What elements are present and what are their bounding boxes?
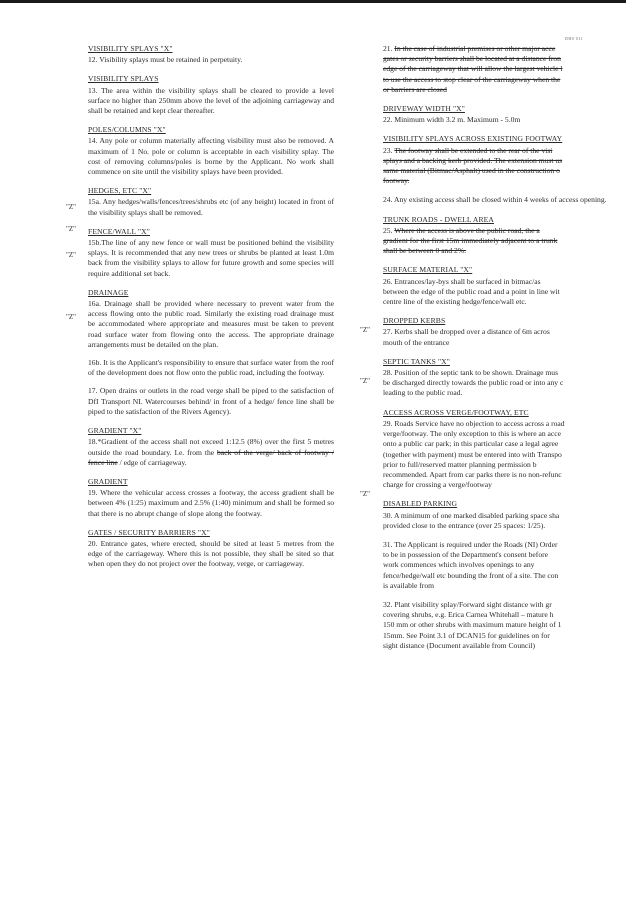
section-heading: GATES / SECURITY BARRIERS "X"	[88, 527, 210, 537]
text-line: 31. The Applicant is required under the Roads (NI) Order	[383, 539, 558, 549]
text-line: is available from	[383, 580, 435, 590]
struck-text-line: gates or security barriers shall be located at a distance fron	[383, 54, 561, 64]
text-line: fence/hedge/wall etc bounding the front of a site. The con	[383, 570, 559, 580]
section-text: 17. Open drains or outlets in the road verge shall be piped to the satisfaction of DfI Transport NI. Watercourses behind/ in front of a hedge/ fence line shall be piped to the satisfaction of the Rivers Agency).	[88, 386, 334, 416]
section-heading: DRAINAGE	[88, 287, 129, 297]
left-column	[88, 44, 334, 579]
section-hedges	[88, 186, 334, 218]
margin-mark: "Z"	[66, 313, 76, 321]
text-line: 29. Roads Service have no objection to access across a road	[383, 418, 565, 428]
text-line: verge/footway. The only exception to this is where an acce	[383, 429, 562, 439]
struck-text-line: shall be between 0 and 2%.	[383, 246, 467, 256]
section-heading: ACCESS ACROSS VERGE/FOOTWAY, ETC	[383, 407, 529, 417]
struck-text: In the case of industrial premises or other major acce	[394, 44, 556, 53]
text-line: charge for crossing a verge/footway	[383, 480, 492, 490]
section-industrial-premises	[383, 44, 626, 95]
text-line: 15mm. See Point 3.1 of DCAN15 for guidelines on for	[383, 630, 550, 640]
text-line: be discharged directly towards the public road or into any c	[383, 378, 564, 388]
section-text: 13. The area within the visibility splays shall be cleared to provide a level surface no higher than 250mm above the level of the adjoining carriageway and shall be retained and kept clear thereafter.	[88, 85, 334, 116]
section-heading: POLES/COLUMNS "X"	[88, 125, 166, 135]
text-line: 150 mm or other shrubs with maximum mature height of 1	[383, 620, 562, 630]
struck-text-line: or barriers are closed	[383, 84, 447, 94]
section-heading: DROPPED KERBS	[383, 316, 446, 326]
section-heading: VISIBILITY SPLAYS "X"	[88, 44, 173, 53]
section-heading: VISIBILITY SPLAYS ACROSS EXISTING FOOTWAY	[383, 134, 563, 144]
text-line: covering shrubs, e.g. Erica Carnea Whitehall – mature h	[383, 610, 554, 620]
section-heading: GRADIENT "X"	[88, 426, 142, 436]
text-line: 23. The footway shall be extended to the rear of the visi	[383, 145, 553, 155]
section-visibility-footway	[383, 134, 626, 186]
struck-text-line: same material (Bitmac/Asphalt) used in the construction o	[383, 166, 560, 176]
section-trunk-roads	[383, 215, 626, 257]
text-line: sight distance (Document available from Council)	[383, 640, 536, 650]
section-surface-material	[383, 265, 626, 307]
text-line: leading to the public road.	[383, 388, 463, 398]
section-drainage	[88, 288, 334, 417]
section-visibility-splays-x	[88, 44, 334, 65]
text-line: work commences which involves openings to any	[383, 560, 535, 570]
text-line: 30. A minimum of one marked disabled parking space sha	[383, 510, 560, 520]
struck-text-line: edge of the carriageway that will allow the largest vehicle l	[383, 64, 563, 74]
right-column	[383, 44, 626, 660]
section-text: 16a. Drainage shall be provided where necessary to prevent water from the access flowing onto the public road. Similarly the existing road drainage must be accommodated where appropriate and measures must be taken to prevent road surface water from flowing onto the access. The appropriate drainage arrangements must be detailed on the plan.	[88, 299, 334, 349]
margin-mark: "Z"	[360, 377, 370, 385]
section-heading: GRADIENT	[88, 476, 128, 486]
text-line: 27. Kerbs shall be dropped over a distance of 6m acros	[383, 327, 550, 337]
text-line: prior to full/reserved matter planning permission b	[383, 459, 537, 469]
text-line: (together with payment) must be entered into with Transpo	[383, 449, 562, 459]
section-text: 12. Visibility splays must be retained in perpetuity.	[88, 55, 243, 65]
section-text: 16b. It is the Applicant's responsibility to ensure that surface water from the roof of the development does not flow onto the public road, including the footway.	[88, 358, 334, 378]
section-gates-barriers	[88, 528, 334, 570]
section-heading: FENCE/WALL "X"	[88, 226, 150, 236]
text-line: 22. Minimum width 3.2 m. Maximum - 5.0m	[383, 115, 521, 125]
section-heading: DRIVEWAY WIDTH "X"	[383, 104, 465, 114]
page-reference: DH0 011	[565, 36, 584, 41]
scan-top-edge	[0, 0, 626, 3]
text-line: provided close to the entrance (over 25 spaces: 1/25).	[383, 520, 546, 530]
section-access-verge	[383, 408, 626, 491]
section-driveway-width	[383, 104, 626, 125]
section-dropped-kerbs	[383, 316, 626, 348]
section-heading: DISABLED PARKING	[383, 499, 458, 509]
struck-text-line: footway.	[383, 176, 410, 186]
section-text: 15a. Any hedges/walls/fences/trees/shrubs etc (of any height) located in front of the visibility splays shall be removed.	[88, 197, 334, 217]
section-text	[88, 437, 334, 468]
section-text: 20. Entrance gates, where erected, should be sited at least 5 metres from the edge of the carriageway. Where this is not possible, they shall be sited so that when open they do not project over the footway, verge, or carriageway.	[88, 538, 334, 569]
margin-mark: "Z"	[66, 251, 76, 259]
section-number: 21.	[383, 44, 395, 53]
section-text: 15b.The line of any new fence or wall must be positioned behind the visibility splays. It is recommended that any new trees or shrubs be planted at least 1.0m back from the visibility splays to allow for future growth and some species will require additional set back.	[88, 238, 334, 278]
margin-mark: "Z"	[66, 203, 76, 211]
margin-mark: "Z"	[360, 490, 370, 498]
section-gradient-x	[88, 426, 334, 468]
struck-text-line: to use the access to stop clear of the carriageway when the	[383, 74, 561, 84]
section-disabled-parking	[383, 499, 626, 531]
section-visibility-splays	[88, 74, 334, 116]
struck-text-line: gradient for the first 15m immediately adjacent to a trunk	[383, 236, 558, 246]
gradient-text-b: / edge of carriageway.	[117, 457, 187, 467]
gradient-text-a: 18.*Gradient of the access shall not exceed 1:12.5 (8%) over the first 5 metres outside the road boundary. I.e. from the	[88, 437, 334, 457]
text-line: 32. Plant visibility splay/Forward sight distance with gr	[383, 599, 552, 609]
section-text: 19. Where the vehicular access crosses a footway, the access gradient shall be between 4% (1:25) maximum and 2.5% (1:40) minimum and shall be formed so that there is no abrupt change of slope along the footway.	[88, 488, 334, 518]
section-heading: SURFACE MATERIAL "X"	[383, 265, 473, 275]
section-heading: TRUNK ROADS - DWELL AREA	[383, 214, 494, 224]
section-text: 24. Any existing access shall be closed within 4 weeks of access opening.	[383, 195, 607, 205]
margin-mark: "Z"	[66, 225, 76, 233]
section-heading: SEPTIC TANKS "X"	[383, 356, 450, 366]
text-line: onto a public car park; in this particular case a legal agree	[383, 439, 559, 449]
text-line: centre line of the existing hedge/fence/wall etc.	[383, 297, 527, 307]
section-gradient	[88, 477, 334, 519]
section-poles-columns	[88, 125, 334, 177]
struck-text: back of the verge/ back of footway / fence line	[88, 447, 334, 467]
text-line: recommended. Apart from car parks there is no non-refunc	[383, 469, 562, 479]
section-septic-tanks	[383, 357, 626, 399]
struck-text-line: splays and a backing kerb provided. The extension must us	[383, 155, 563, 165]
margin-mark: "Z"	[360, 326, 370, 334]
section-close-existing-access	[383, 195, 626, 205]
section-heading: VISIBILITY SPLAYS	[88, 74, 159, 84]
text-line: mouth of the entrance	[383, 337, 450, 347]
text-line	[383, 44, 623, 54]
text-line: 28. Position of the septic tank to be shown. Drainage mus	[383, 368, 559, 378]
text-line: 26. Entrances/lay-bys shall be surfaced in bitmac/as	[383, 276, 541, 286]
section-fence-wall	[88, 227, 334, 279]
section-text: 14. Any pole or column materially affecting visibility must also be removed. A maximum of 1 No. pole or column is acceptable in each visibility splay. The cost of removing columns/poles is borne by the Applicant. No work shall commence on site until the visibility splays have been provided.	[88, 136, 334, 177]
section-roads-order	[383, 540, 626, 591]
text-line: to be in possession of the Department's consent before	[383, 550, 549, 560]
section-heading: HEDGES, ETC "X"	[88, 186, 152, 196]
text-line: between the edge of the public road and a point in line wit	[383, 286, 560, 296]
section-plant-visibility	[383, 600, 626, 651]
text-line: 25. Where the access is above the public road, the a	[383, 225, 540, 235]
